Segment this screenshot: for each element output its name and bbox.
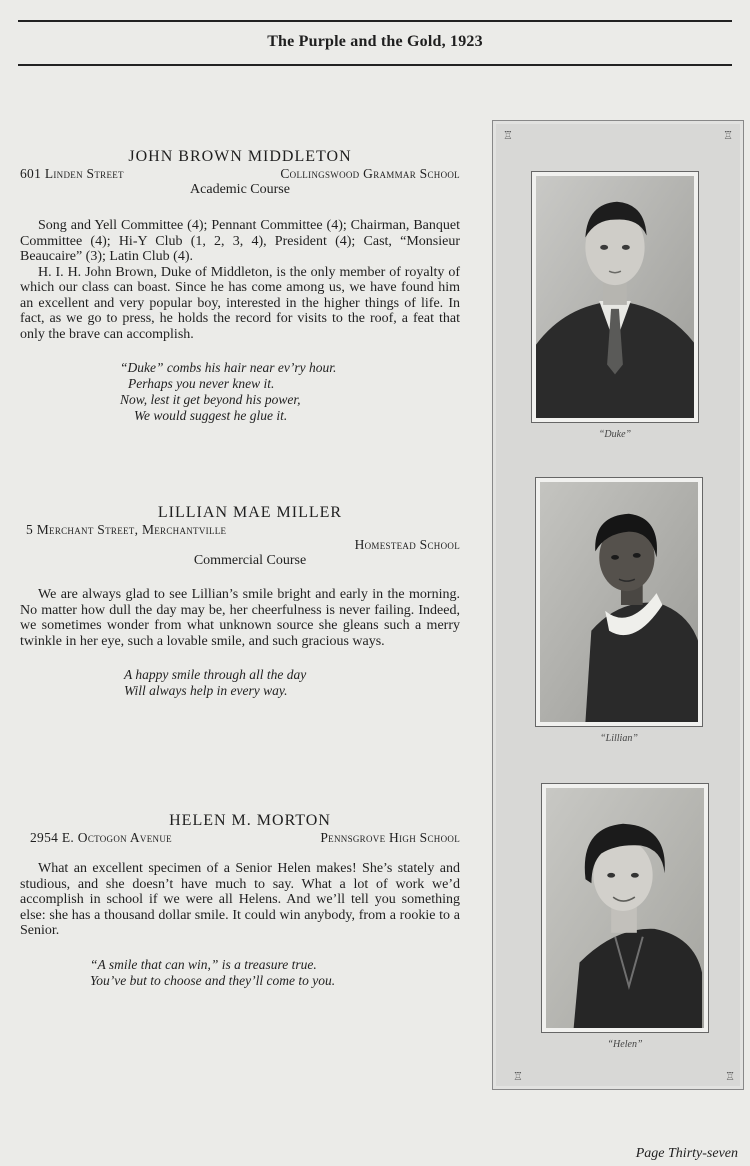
student-description [20,218,460,342]
activities-paragraph: Song and Yell Committee (4); Pennant Committee (4); Chairman, Banquet Committee (4); Hi-Y Club (1, 2, 3, 4), President (4); Cast, “Monsieur Beaucaire” (3); Latin Club (4). [20,218,460,264]
address-line [20,830,460,845]
previous-school: Homestead School [354,537,460,552]
previous-school: Collingswood Grammar School [280,166,460,181]
portrait-image [540,482,698,722]
street-address: 2954 E. Octogon Avenue [30,830,172,845]
student-description [20,861,460,939]
senior-entry-morton [20,812,460,989]
street-address: 5 Merchant Street, Merchantville [26,522,227,537]
verse [90,957,460,989]
page-header-title: The Purple and the Gold, 1923 [267,33,483,50]
bio-paragraph: What an excellent specimen of a Senior Helen makes! She’s stately and studious, and she doesn’t have much to say. What a lot of work we’d accomplish in school if we were all Helens. And we’ll tell you something else: she has a thousand dollar smile. It could win anybody, from a rookie to a Senior. [20,861,460,938]
bio-paragraph: We are always glad to see Lillian’s smile bright and early in the morning. No matter how dull the day may be, her cheerfulness is never failing. Indeed, we sometimes wonder from what unknown source she gleans such a merry twinkle in her eye, such a lovable smile, and such gracious ways. [20,587,460,649]
verse [124,667,460,699]
verse-line: Perhaps you never knew it. [128,376,275,391]
senior-entry-middleton [20,148,460,424]
verse [120,360,460,424]
verse-line: “A smile that can win,” is a treasure true. [90,956,317,972]
page-number: Page Thirty-seven [635,1146,738,1161]
verse-line: We would suggest he glue it. [134,408,288,423]
street-address: 601 Linden Street [20,166,124,181]
portrait-image [536,176,694,418]
photo-caption: “Duke” [598,429,632,440]
photo-panel [492,120,744,1090]
student-description [20,587,460,649]
course-name: Academic Course [190,182,290,197]
header-rule-top [18,20,732,22]
portrait-photo-middleton [531,171,699,423]
portrait-image [546,788,704,1028]
ornament-icon: ♖ [725,1071,735,1083]
address-line [20,166,460,181]
ornament-icon: ♖ [513,1071,523,1083]
verse-line: Will always help in every way. [124,683,288,698]
header-rule-bottom [18,64,732,66]
verse-line: “Duke” combs his hair near ev’ry hour. [120,360,337,375]
verse-line: Now, lest it get beyond his power, [120,392,301,407]
verse-line: A happy smile through all the day [124,667,307,682]
senior-entry-miller [20,504,460,699]
portrait-photo-morton [541,783,709,1033]
bio-paragraph: H. I. H. John Brown, Duke of Middleton, is the only member of royalty of which our class can boast. Since he has come among us, we have found him an excellent and very popular boy, interested in the higher things of life. In fact, as we go to press, he holds the record for visits to the roof, a feat that only the brave can accomplish. [20,264,460,342]
photo-caption: “Helen” [607,1039,643,1050]
previous-school: Pennsgrove High School [320,830,460,845]
ornament-icon: ♖ [723,130,733,142]
photo-caption: “Lillian” [600,733,638,744]
student-name: HELEN M. MORTON [169,812,331,829]
student-name: LILLIAN MAE MILLER [157,504,343,521]
course-name: Commercial Course [193,553,307,568]
ornament-icon: ♖ [503,130,513,142]
portrait-photo-miller [535,477,703,727]
student-name: JOHN BROWN MIDDLETON [128,148,352,165]
verse-line: You’ve but to choose and they’ll come to you. [90,972,336,988]
